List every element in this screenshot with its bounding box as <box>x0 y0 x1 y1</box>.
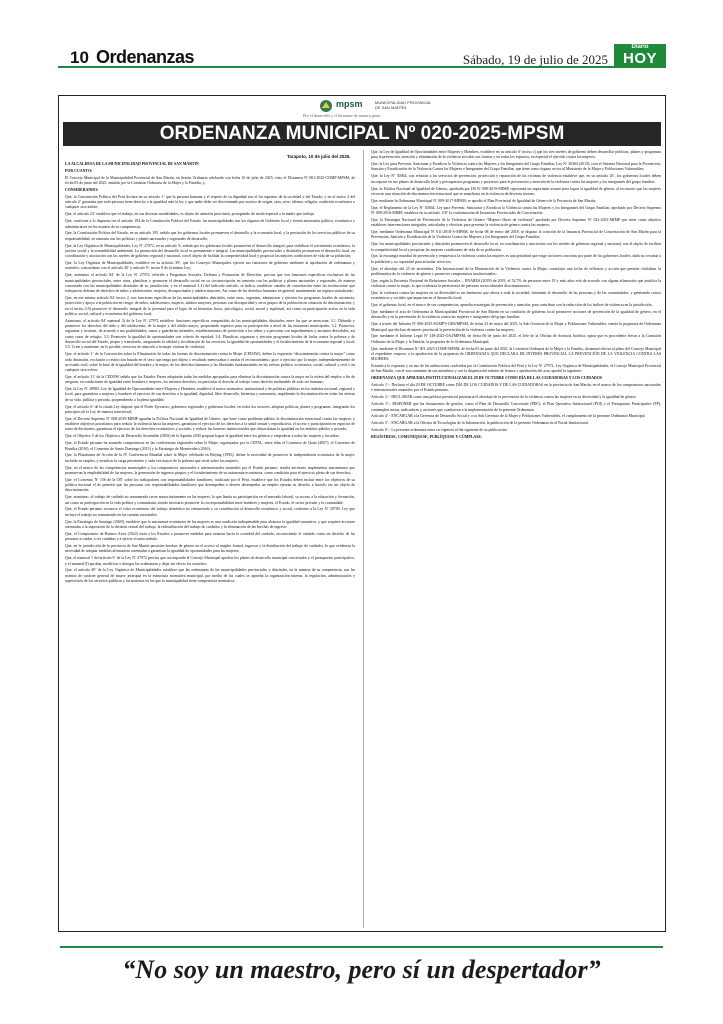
column-divider <box>363 150 364 928</box>
paragraph: Que, la Estrategia Nacional de Prevención de la Violencia de Género “Mujeres libres de violencia” aprobada por Decreto Supremo Nº 022-2021-MIMP que tiene como objetivo establecer intervenciones integrales, articuladas y efectivas para prevenir la violencia de género contra las mujeres; <box>371 217 661 228</box>
paragraph: Que, el numeral 1 del artículo 9º de la Ley Nº 27972 precisa que corresponde al Concejo Municipal aprobar los planes de desarrollo municipal concertados y el presupuesto participativo, y el numeral 8) aprobar, modificar o derogar las ordenanzas y dejar sin efecto los acuerdos; <box>65 556 355 566</box>
paragraph: Que, la Política Nacional de Igualdad de Género, aprobada por DS Nº 008-2019-MIMP, representa un importante avance para lograr la igualdad de género, al reconocer que las mujeres viven en una situación de discriminación estructural que se manifiesta en la violencia de diversas formas; <box>371 186 661 196</box>
page-header <box>58 44 666 68</box>
section-title: Ordenanzas <box>96 47 195 67</box>
footer-rule <box>60 946 663 948</box>
paragraph: Que, el Compromiso de Buenos Aires (2022) insta a los Estados a promover medidas para avanzar hacia la sociedad del cuidado, reconociendo el cuidado como un derecho de las personas a cuidar, a ser cuidadas y a ejercer el autocuidado; <box>65 531 355 542</box>
paragraph: Que, mediante el Informe Legal Nº 149-2025-OAJ/MPSM, de fecha 06 de junio del 2025, el Jefe de la Oficina de Asesoría Jurídica, opina que es procedente elevar a la Comisión Ordinaria de la Mujer y la Familia, la propuesta de la Ordenanza Municipal; <box>371 334 661 344</box>
municipality-slogan: Por el desarrollo y el bienestar de nuestra gente <box>303 113 381 118</box>
paragraph: Artículo 4º.- ENCARGAR a la Gerencia de Desarrollo Social y a su Sub Gerencia de la Mujer y Poblaciones Vulnerables, el cumplimiento de la presente Ordenanza Municipal. <box>371 414 646 419</box>
paragraph: Que, mediante el Dictamen Nº 001-2025-COMF-MPSM, de fecha 03 de junio del 2025, la Comisión Ordinaria de la Mujer y la Familia, dictaminó elevar al pleno del Concejo Municipal el expediente respecto a la aprobación de la propuesta de ORDENANZA QUE DECLARA DE INTERÉS PROVINCIAL LA PREVENCIÓN DE LA VIOLENCIA CONTRA LAS MUJERES; <box>371 346 661 362</box>
place-date: Tarapoto, 10 de julio del 2025. <box>287 154 351 159</box>
paragraph: Que, los municipalidades provinciales y distritales promueven el desarrollo local, en coordinación y asociación con los niveles de gobierno regional y nacional, con el objeto de facilitar la competitividad local y propiciar las mejores condiciones de vida de su población; <box>371 242 661 252</box>
paragraph: Que, el Reglamento de la Ley Nº 30364, Ley para Prevenir, Sancionar y Erradicar la Violencia contra las Mujeres y los Integrantes del Grupo Familiar, aprobado por Decreto Supremo Nº 009-2016-MIMP, establece en su artículo 110º la conformación de Instancias Provinciales de Concertación; <box>371 205 661 215</box>
paragraph: Que, el abordaje del 25 de noviembre, Día Internacional de la Eliminación de la Violencia contra la Mujer, constituye una fecha de reflexión y acción que permite visibilizar la problemática de la violencia de género y promover compromisos institucionales; <box>371 266 661 276</box>
logo-name-text: HOY <box>622 50 657 67</box>
paragraph: Asimismo, el artículo 84º numeral 3) de la Ley Nº 27972 establece funciones específicas compartidas de las municipalidades distritales, entre las que se menciona: 3.1. Difundir y promover los derechos del niño y del adolescente, de la mujer y del adulto mayor, propiciando espacios para su participación a nivel de las instancias municipales; 3.2. Promover, organizar y sostener, de acuerdo a sus posibilidades, cunas y guarderías infantiles, establecimientos de protección a los niños y a personas con impedimentos y ancianos desvalidos, así como casas de refugio; 3.3. Promover la igualdad de oportunidades con criterio de equidad; 3.4. Planificar, organizar y ejecutar programas locales de lucha contra la pobreza y de desarrollo social del Estado, propio y transferido, asegurando la calidad y focalización de los servicios, la igualdad de oportunidades y el fortalecimiento de la economía regional y local; 3.5. Crear y mantener, en lo posible, servicios de atención a la mujer víctima de violencia; <box>65 318 355 350</box>
paragraph: Que, el artículo 6º de la citada Ley dispone que el Poder Ejecutivo, gobiernos regionales y gobiernos locales, en todos los sectores, adoptan políticas, planes y programas, integrando los principios de la Ley de manera transversal; <box>65 404 355 414</box>
paragraph: Que, en el marco de las competencias municipales y los compromisos nacionales e internacionales asumidos por el Estado peruano, resulta necesario implementar mecanismos que promuevan la empleabilidad de las mujeres, la generación de ingresos propios y el fortalecimiento de su autonomía económica, como condición para el ejercicio pleno de sus derechos; <box>65 465 355 475</box>
paragraph: Que, la Constitución Política del Perú declara en su artículo 1º que la persona humana y el respeto de su dignidad son el fin supremo de la sociedad y del Estado; y en el inciso 2 del artículo 2º garantiza que toda persona tiene derecho a la igualdad ante la ley y que nadie debe ser discriminado por motivo de origen, raza, sexo, idioma, religión, condición económica o cualquier otra índole; <box>65 194 355 210</box>
page-number: 10 <box>70 48 89 67</box>
municipality-acronym: mpsm <box>336 99 363 109</box>
paragraph: CONSIDERANDO: <box>65 187 99 192</box>
paragraph: REGÍSTRESE, COMUNÍQUESE, PUBLÍQUESE Y CÚMPLASE. <box>371 435 482 440</box>
paragraph: Artículo 3º.- DISPONER que las documentos de gestión, como el Plan de Desarrollo Concertado (PDC), el Plan Operativo Institucional (POI) y el Presupuesto Participativo (PP), contemplen metas, indicadores y acciones que coadyuven a la implementación de la presente Ordenanza. <box>371 402 661 412</box>
paragraph: Que, la Ley para Prevenir, Sancionar y Erradicar la Violencia contra las Mujeres y los Integrantes del Grupo Familiar, Ley Nº 30364 (2015), crea el Sistema Nacional para la Prevención, Sanción y Erradicación de la Violencia Contra las Mujeres e Integrantes del Grupo Familiar, que tiene como órgano rector al Ministerio de la Mujer y Poblaciones Vulnerables; <box>371 162 661 172</box>
paragraph: Que, el artículo 1º de la Convención sobre la Eliminación de todas las formas de discriminación contra la Mujer (CEDAW), define la expresión “discriminación contra la mujer” como toda distinción, exclusión o restricción basada en el sexo que tenga por objeto o resultado menoscabar o anular el reconocimiento, goce o ejercicio por la mujer, independientemente de su estado civil, sobre la base de la igualdad del hombre y la mujer, de los derechos humanos y las libertades fundamentales en las esferas política, económica, social, cultural y civil o en cualquier otra esfera; <box>65 352 355 373</box>
paragraph: Estando a lo expuesto y en uso de las atribuciones conferidas por la Constitución Política del Perú y la Ley Nº 27972, Ley Orgánica de Municipalidades, el Concejo Municipal Provincial de San Martín, con el voto unánime de sus miembros y con la dispensa del trámite de lectura y aprobación del acta, aprobó la siguiente: <box>371 364 661 374</box>
paragraph: Que, asimismo, el trabajo de cuidado no remunerado recae mayoritariamente en las mujeres, lo que limita su participación en el mercado laboral, su acceso a la educación y formación, así como su participación en la vida política y comunitaria, siendo necesario promover la corresponsabilidad entre hombres y mujeres, el Estado, el sector privado y la comunidad; <box>65 495 355 505</box>
paragraph: Que, en ese mismo artículo 84º inciso 2, son funciones específicas de las municipalidades distritales, entre otras, organizar, administrar y ejecutar los programas locales de asistencia, protección y apoyo a la población en riesgo, de niños, adolescentes, mujeres, adultos mayores, personas con discapacidad y otros grupos de la población en situación de discriminación; y en el inciso 2.9) promover el desarrollo integral de la juventud para el logro de su bienestar físico, psicológico, social, moral y espiritual, así como su participación activa en la vida política, social, cultural y económica del gobierno local; <box>65 296 355 316</box>
paragraph: Que, asimismo el artículo 84º de la Ley Nº 27972, referido a Programas Sociales, Defensa y Promoción de Derechos, precisa que son funciones específicas exclusivas de las municipalidades provinciales, entre otras, planificar y promover el desarrollo social en su circunscripción en armonía con las políticas y planes nacionales y regionales, de manera concertada con las municipalidades distritales de su jurisdicción; y en el numeral 1.2) del indicado artículo, se indica, establecer canales de concertación entre las instituciones que trabajan en defensa de derechos de niños y adolescentes, mujeres, discapacitados y adultos mayores. Así como de los derechos humanos en general, manteniendo un registro actualizado; <box>65 273 355 294</box>
paragraph: Que, el gobierno local, en el marco de sus competencias, aprueba estrategias de prevención y atención, para contribuir con la reducción de los índices de violencia en la jurisdicción; <box>371 303 653 308</box>
paragraph: Que, la Ley Orgánica de Municipalidades, Ley Nº 27972, en su artículo X, señala que los gobiernos locales promueven el desarrollo integral, para viabilizar el crecimiento económico, la justicia social y la sostenibilidad ambiental. La promoción del desarrollo local es permanente e integral. Las municipalidades provinciales y distritales promueven el desarrollo local, en coordinación y asociación con los niveles de gobierno regional y nacional, con el objeto de facilitar la competitividad local y propiciar las mejores condiciones de vida de su población; <box>65 243 355 259</box>
paragraph: El Concejo Municipal de la Municipalidad Provincial de San Martín, en Sesión Ordinaria celebrada con fecha 10 de julio de 2025; visto el Dictamen Nº 001-2025-COMF-MPSM, de fecha 03 de junio del 2025, emitido por la Comisión Ordinaria de la Mujer y la Familia; y, <box>65 175 355 186</box>
paragraph: Que, en la jurisdicción de la provincia de San Martín persisten brechas de género en el acceso al empleo formal, ingresos y la distribución del trabajo de cuidados, lo que evidencia la necesidad de adoptar medidas afirmativas orientadas a garantizar la igualdad de oportunidades para las mujeres; <box>65 544 355 554</box>
municipality-name: MUNICIPALIDAD PROVINCIAL DE SAN MARTÍN <box>375 100 432 110</box>
paragraph: Que, la Estrategia de Santiago (2020), establece que la autonomía económica de las mujeres es una condición indispensable para alcanzar la igualdad sustantiva, y que requiere acciones orientadas a la superación de la división sexual del trabajo, la redistribución del trabajo de cuidados y la eliminación de las brechas de ingreso; <box>65 519 355 529</box>
issue-date: Sábado, 19 de julio de 2025 <box>462 52 608 67</box>
municipality-emblem-icon <box>319 99 333 113</box>
paragraph: Que, el Estado peruano reconoce el valor económico del trabajo doméstico no remunerado y su contribución al desarrollo económico y social, conforme a la Ley Nº 29700, Ley que incluye el trabajo no remunerado en las cuentas nacionales; <box>65 507 355 517</box>
paragraph: ORDENANZA QUE APRUEBA INSTITUCIONALIZAR EL 29 DE OCTUBRE COMO DÍA DE LAS CUIDADORAS Y LOS CUIDADOS <box>371 376 602 381</box>
paragraph: Que, mediante la Ordenanza Municipal Nº 009-2017-MPSM, se aprobó el Plan Provincial de Igualdad de Género de la Provincia de San Martín; <box>371 198 596 203</box>
paragraph: Que, la violencia contra las mujeres en su diversidad es un fenómeno que afecta a toda la sociedad, limitando el desarrollo de las personas y de las comunidades, y generando costos económicos y sociales que impactan en el desarrollo local; <box>371 290 661 301</box>
paragraph: Que, a través del Informe Nº 006-2025-SGMPV-GDS/MPSM, de fecha 23 de mayo del 2025, la Sub Gerencia de la Mujer y Poblaciones Vulnerables, remite la propuesta de Ordenanza Municipal que declara de interés provincial la prevención de la violencia contra las mujeres; <box>371 322 661 332</box>
paragraph: Que, la Constitución Política del Estado, en su artículo 195, señala que los gobiernos locales promueven el desarrollo y la economía local, y la prestación de los servicios públicos de su responsabilidad, en armonía con las políticas y planes nacionales y regionales de desarrollo; <box>65 231 355 241</box>
paragraph: Que, la Ley Orgánica de Municipalidades, establece en su artículo 39º, que los Concejos Municipales ejercen sus funciones de gobierno mediante la aprobación de ordenanzas y acuerdos; concordante con el artículo 40º y artículo 9º, inciso 8 de la misma Ley; <box>65 261 355 271</box>
paragraph: Que, la Plataforma de Acción de la IV Conferencia Mundial sobre la Mujer celebrada en Beijing (1995), define la necesidad de promover la independencia económica de la mujer, incluido su empleo, y erradicar la carga persistente y cada vez mayor de la pobreza que recae sobre las mujeres; <box>65 453 355 463</box>
paragraph: Que, el artículo 23º establece que el trabajo, en sus diversas modalidades, es objeto de atención prioritaria, protegiendo de modo especial a la madre que trabaja; <box>65 212 315 217</box>
paragraph: Que, el Estado peruano ha asumido compromisos en las conferencias regionales sobre la Mujer, organizadas por la CEPAL, entre ellas el Consenso de Quito (2007), el Consenso de Brasilia (2010), el Consenso de Santo Domingo (2013) y la Estrategia de Montevideo (2016); <box>65 441 355 451</box>
paragraph: Que, el Objetivo 5 de los Objetivos de Desarrollo Sostenible (ODS) de la Agenda 2030 propone lograr la igualdad entre los géneros y empoderar a todas las mujeres y las niñas; <box>65 434 340 439</box>
paragraph: Que, el artículo 11º de la CEDAW señala que los Estados Partes adoptarán todas las medidas apropiadas para eliminar la discriminación contra la mujer en la esfera del empleo a fin de asegurar, en condiciones de igualdad entre hombres y mujeres, los mismos derechos, en particular el derecho al trabajo como derecho inalienable de todo ser humano; <box>65 375 355 385</box>
paragraph: Que, la Ley Nº 30364, con relación a los servicios de prevención, protección y reparación de las víctimas de violencia establece que, en su artículo 45º, los gobiernos locales deben incorporar en sus planes de desarrollo local y presupuestos programas y proyectos para la prevención y atención de la violencia contra las mujeres y los integrantes del grupo familiar; <box>371 174 661 184</box>
ordinance-notice <box>58 95 666 932</box>
paragraph: Artículo 1º.- Declarar el día 29 DE OCTUBRE como DÍA DE LOS CUIDADOS Y DE LAS CUIDADORAS en la provincia de San Martín, en el marco de los compromisos nacionales e internacionales asumidos por el Estado peruano. <box>371 383 661 393</box>
paragraph: Que, la Ley Nº 28983, Ley de Igualdad de Oportunidades entre Mujeres y Hombres, establece el marco normativo, institucional y de políticas públicas en los ámbitos nacional, regional y local, para garantizar a mujeres y hombres el ejercicio de sus derechos a la igualdad, dignidad, libre desarrollo, bienestar y autonomía, impidiendo la discriminación en todas las esferas de su vida, pública y privada, propendiendo a la plena igualdad; <box>65 387 355 402</box>
right-column-text <box>371 150 661 930</box>
footer-quote: “No soy un maestro, pero sí un despertador” <box>122 955 601 984</box>
paragraph: LA ALCALDESA DE LA MUNICIPALIDAD PROVINCIAL DE SAN MARTÍN <box>65 162 199 166</box>
paragraph: Que, el Decreto Supremo Nº 008-2019-MIMP aprueba la Política Nacional de Igualdad de Género, que tiene como problema público la discriminación estructural contra las mujeres, y establece objetivos prioritarios para reducir la violencia hacia las mujeres, garantizar el ejercicio de los derechos a la salud sexual y reproductiva, el acceso y participación en espacios de toma de decisiones, garantizar el ejercicio de los derechos económicos y sociales, y reducir las barreras institucionales que obstaculizan la igualdad en los ámbitos público y privado; <box>65 416 355 432</box>
paragraph: Que, el artículo 40º de la Ley Orgánica de Municipalidades establece que las ordenanzas de las municipalidades provinciales y distritales, en la materia de su competencia, son las normas de carácter general de mayor jerarquía en la estructura normativa municipal, por medio de las cuales se aprueba la organización interna, la regulación, administración y supervisión de los servicios públicos y las materias en las que la municipalidad tiene competencia normativa; <box>65 568 355 583</box>
paragraph: Que, conforme a lo dispuesto en el artículo 194 de la Constitución Política del Estado, las municipalidades son los órganos de Gobierno local y tienen autonomía política, económica y administrativa en los asuntos de su competencia; <box>65 219 355 229</box>
paragraph: Que, mediante el acta de Ordenanza la Municipalidad Provincial de San Martín en su condición de gobierno local promueve acciones de prevención de la igualdad de género, en el desarrollo y en la prevención de la violencia contra las mujeres e integrantes del grupo familiar; <box>371 310 661 320</box>
paragraph: Que, la Ley de Igualdad de Oportunidades entre Mujeres y Hombres, establece en su artículo 6º inciso c) que los tres niveles de gobierno deben desarrollar políticas, planes y programas para la prevención, atención y eliminación de la violencia en todas sus formas y en todos los espacios, en especial el ejercido contra las mujeres; <box>371 150 661 160</box>
paragraph: Que, el Convenio Nº 156 de la OIT sobre los trabajadores con responsabilidades familiares, ratificado por el Perú, establece que los Estados deben incluir entre los objetivos de su política nacional el de permitir que las personas con responsabilidades familiares que desempeñen o deseen desempeñar un empleo ejerzan su derecho a hacerlo sin ser objeto de discriminación; <box>65 477 355 493</box>
paragraph: POR CUANTO: <box>65 168 93 173</box>
ordinance-title: ORDENANZA MUNICIPAL Nº 020-2025-MPSM <box>63 122 661 146</box>
left-column-text <box>65 162 355 928</box>
logo-top-text: Diario <box>631 44 649 50</box>
newspaper-logo <box>614 44 666 66</box>
paragraph: Que, según la Encuesta Nacional de Relaciones Sociales – ENARES (2019) de 2019, el 52.7% de personas entre 18 y más años está de acuerdo con alguna afirmación que justifica la violencia contra la mujer, lo que evidencia la persistencia de patrones socioculturales discriminatorios; <box>371 278 661 289</box>
paragraph: Que, mediante Ordenanza Municipal Nº 011-2018-A-MPSM, de fecha 08 de enero del 2018, se dispuso la creación de la Instancia Provincial de Concertación de San Martín para la Prevención, Sanción y Erradicación de la Violencia Contra las Mujeres y los Integrantes del Grupo Familiar; <box>371 230 661 240</box>
paragraph: Que, la estrategia mundial de prevención y respuesta a la violencia contra las mujeres es una prioridad que exige acciones concretas por parte de los gobiernos locales, dada su cercanía a la población y su capacidad para articular servicios; <box>371 254 661 264</box>
paragraph: Artículo 5º.- ENCARGAR a la Oficina de Tecnologías de la Información, la publicación de la presente Ordenanza en el Portal Institucional. <box>371 421 589 426</box>
paragraph: Artículo 2º.- DECLARAR como una política provincial prioritaria el abordaje de la prevención de la violencia contra las mujeres en su diversidad y la igualdad de género. <box>371 395 637 400</box>
paragraph: Artículo 6º.- La presente ordenanza entra en vigencia al día siguiente de su publicación. <box>371 428 508 433</box>
